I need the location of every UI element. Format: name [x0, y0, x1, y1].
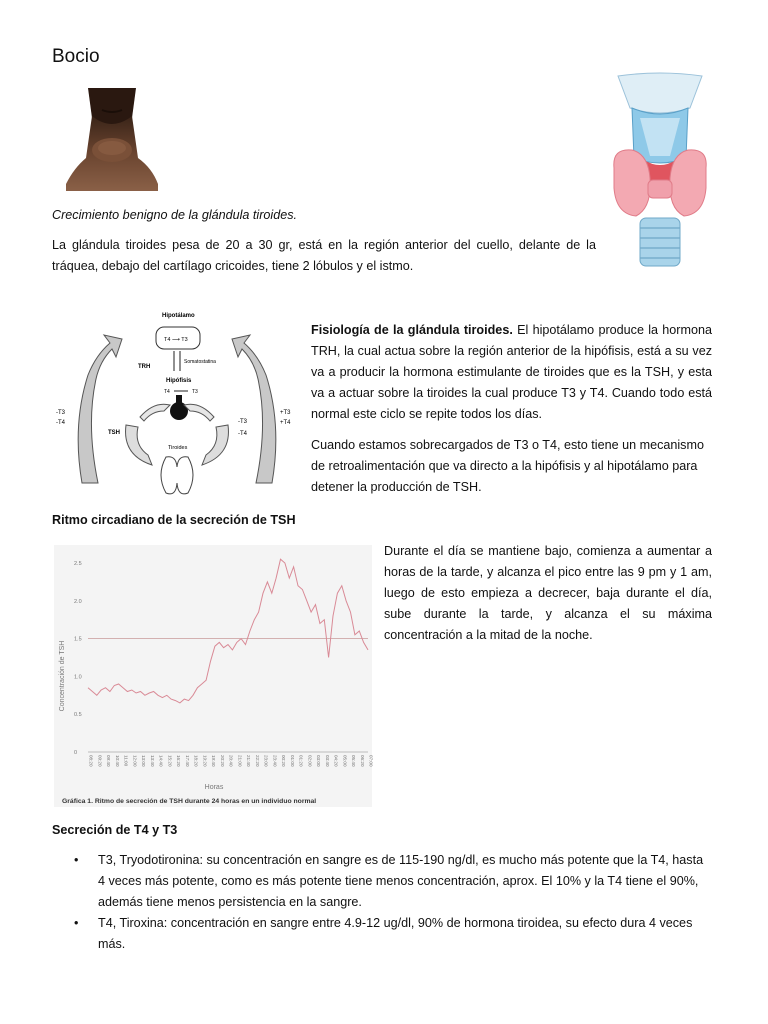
- label-tsh: TSH: [108, 430, 120, 436]
- x-tick-label: 12:00: [132, 755, 138, 767]
- y-tick-label: 1.5: [74, 636, 82, 643]
- x-tick-label: 05:00: [342, 755, 348, 767]
- label-somatostatina: Somatostatina: [184, 359, 216, 365]
- caption: Crecimiento benigno de la glándula tiroides.: [52, 208, 298, 222]
- x-tick-label: 06:20: [359, 755, 365, 767]
- x-tick-label: 21:40: [246, 755, 251, 767]
- label-t3: T3: [192, 389, 198, 395]
- x-tick-label: 05:40: [351, 755, 356, 767]
- chart-xlabel: Horas: [204, 784, 224, 791]
- x-tick-label: 00:20: [281, 755, 286, 767]
- intro-paragraph: La glándula tiroides pesa de 20 a 30 gr, está en la región anterior del cuello, delante de la tráquea, debajo del cartílago cricoides, tiene 2 lóbulos y el istmo.: [52, 238, 596, 273]
- thyroid-anatomy-illustration: [610, 68, 710, 268]
- page-title: Bocio: [52, 46, 100, 67]
- x-tick-label: 22:20: [254, 755, 260, 767]
- x-tick-label: 17:40: [184, 755, 190, 767]
- bullet-icon: •: [74, 916, 79, 930]
- x-tick-label: 19:40: [211, 755, 216, 767]
- ritmo-heading: Ritmo circadiano de la secreción de TSH: [52, 513, 296, 527]
- x-tick-label: 11:00: [123, 755, 129, 767]
- ritmo-paragraph: Durante el día se mantiene bajo, comienza a aumentar a horas de la tarde, y alcanza el pico entre las 9 pm y 1 am, luego de esto empieza a decrecer, baja durante el día, sube durante la tarde, y alcanza el su máxima concentración a la mitad de la noche.: [384, 544, 712, 642]
- x-tick-label: 09:20: [97, 755, 103, 767]
- x-tick-label: 03:00: [316, 755, 321, 767]
- x-tick-label: 21:00: [237, 755, 243, 767]
- y-tick-label: 0: [74, 750, 78, 756]
- x-tick-label: 10:40: [114, 755, 120, 767]
- label-mid-t4: -T4: [238, 431, 247, 437]
- x-tick-label: 13:40: [149, 755, 155, 767]
- x-tick-label: 19:20: [202, 755, 208, 767]
- x-tick-label: 01:00: [289, 755, 295, 767]
- label-right-t3: +T3: [280, 410, 291, 416]
- bullet-icon: •: [74, 853, 79, 867]
- x-tick-label: 20:20: [219, 755, 225, 767]
- label-t4: T4: [164, 389, 170, 395]
- y-tick-label: 2.0: [74, 598, 82, 605]
- thyroid-axis-diagram: [52, 305, 302, 500]
- x-tick-label: 13:00: [141, 755, 146, 767]
- x-tick-label: 18:20: [193, 755, 199, 767]
- label-mid-t3: -T3: [238, 419, 247, 425]
- label-left-t4: -T4: [56, 420, 65, 426]
- label-hipofisis: Hipófisis: [166, 378, 192, 384]
- fisiologia-paragraph: [311, 320, 712, 425]
- label-trh: TRH: [138, 364, 151, 370]
- x-tick-label: 15:20: [167, 755, 173, 767]
- x-tick-label: 23:00: [263, 755, 269, 767]
- tsh-circadian-chart: [54, 545, 372, 807]
- list-item: [72, 850, 712, 913]
- label-hipotalamo: Hipotálamo: [162, 313, 195, 319]
- x-tick-label: 08:20: [88, 755, 94, 767]
- label-t4t3: T4 ⟶ T3: [164, 337, 188, 343]
- chart-ylabel: Concentración de TSH: [59, 640, 66, 712]
- label-left-t3: -T3: [56, 410, 65, 416]
- fisiologia-text: El hipotálamo produce la hormona TRH, la cual actua sobre la región anterior de la hipófisis, está a su vez va a producir la hormona estimulante de tiroides que es la TSH, y esta va a actuar sobre la tiroides la cual produce T3 y T4. Cuando todo está normal este ciclo se repite todos los días.: [311, 323, 713, 421]
- x-tick-label: 14:40: [158, 755, 164, 767]
- label-tiroides: Tiroides: [168, 445, 188, 451]
- label-right-t4: +T4: [280, 420, 291, 426]
- x-tick-label: 20:40: [228, 755, 234, 767]
- list-item-text: T4, Tiroxina: concentración en sangre entre 4.9-12 ug/dl, 90% de hormona tiroidea, su efecto dura 4 veces más.: [98, 916, 693, 951]
- x-tick-label: 02:00: [307, 755, 313, 767]
- y-tick-label: 1.0: [74, 674, 82, 681]
- list-item-text: T3, Tryodotironina: su concentración en sangre es de 115-190 ng/dl, es mucho más potente que la T4, hasta 4 veces más potente, como es más potente tiene menos concentración, aprox. El 10% y la T4 tiene el 90%, además tiene menos persistencia en la sangre.: [98, 853, 704, 909]
- y-tick-label: 2.5: [74, 561, 82, 567]
- x-tick-label: 16:20: [176, 755, 181, 767]
- fisiologia-heading: Fisiología de la glándula tiroides.: [311, 323, 513, 337]
- chart-caption: Gráfica 1. Ritmo de secreción de TSH durante 24 horas en un individuo normal: [62, 798, 317, 805]
- x-tick-label: 03:40: [324, 755, 330, 767]
- t4t3-heading: Secreción de T4 y T3: [52, 823, 178, 837]
- x-tick-label: 01:20: [298, 755, 304, 767]
- x-tick-label: 04:20: [333, 755, 339, 767]
- x-tick-label: 23:40: [272, 755, 278, 767]
- x-tick-label: 07:00: [368, 755, 374, 767]
- x-tick-label: 09:40: [106, 755, 111, 767]
- neck-goiter-photo: [66, 88, 158, 191]
- y-tick-label: 0.5: [74, 712, 82, 719]
- fisiologia-paragraph-2: Cuando estamos sobrecargados de T3 o T4, esto tiene un mecanismo de retroalimentación que va directo a la hipófisis y al hipotálamo para detener la producción de TSH.: [311, 438, 704, 494]
- list-item: [72, 913, 712, 955]
- hormone-list: [72, 850, 712, 955]
